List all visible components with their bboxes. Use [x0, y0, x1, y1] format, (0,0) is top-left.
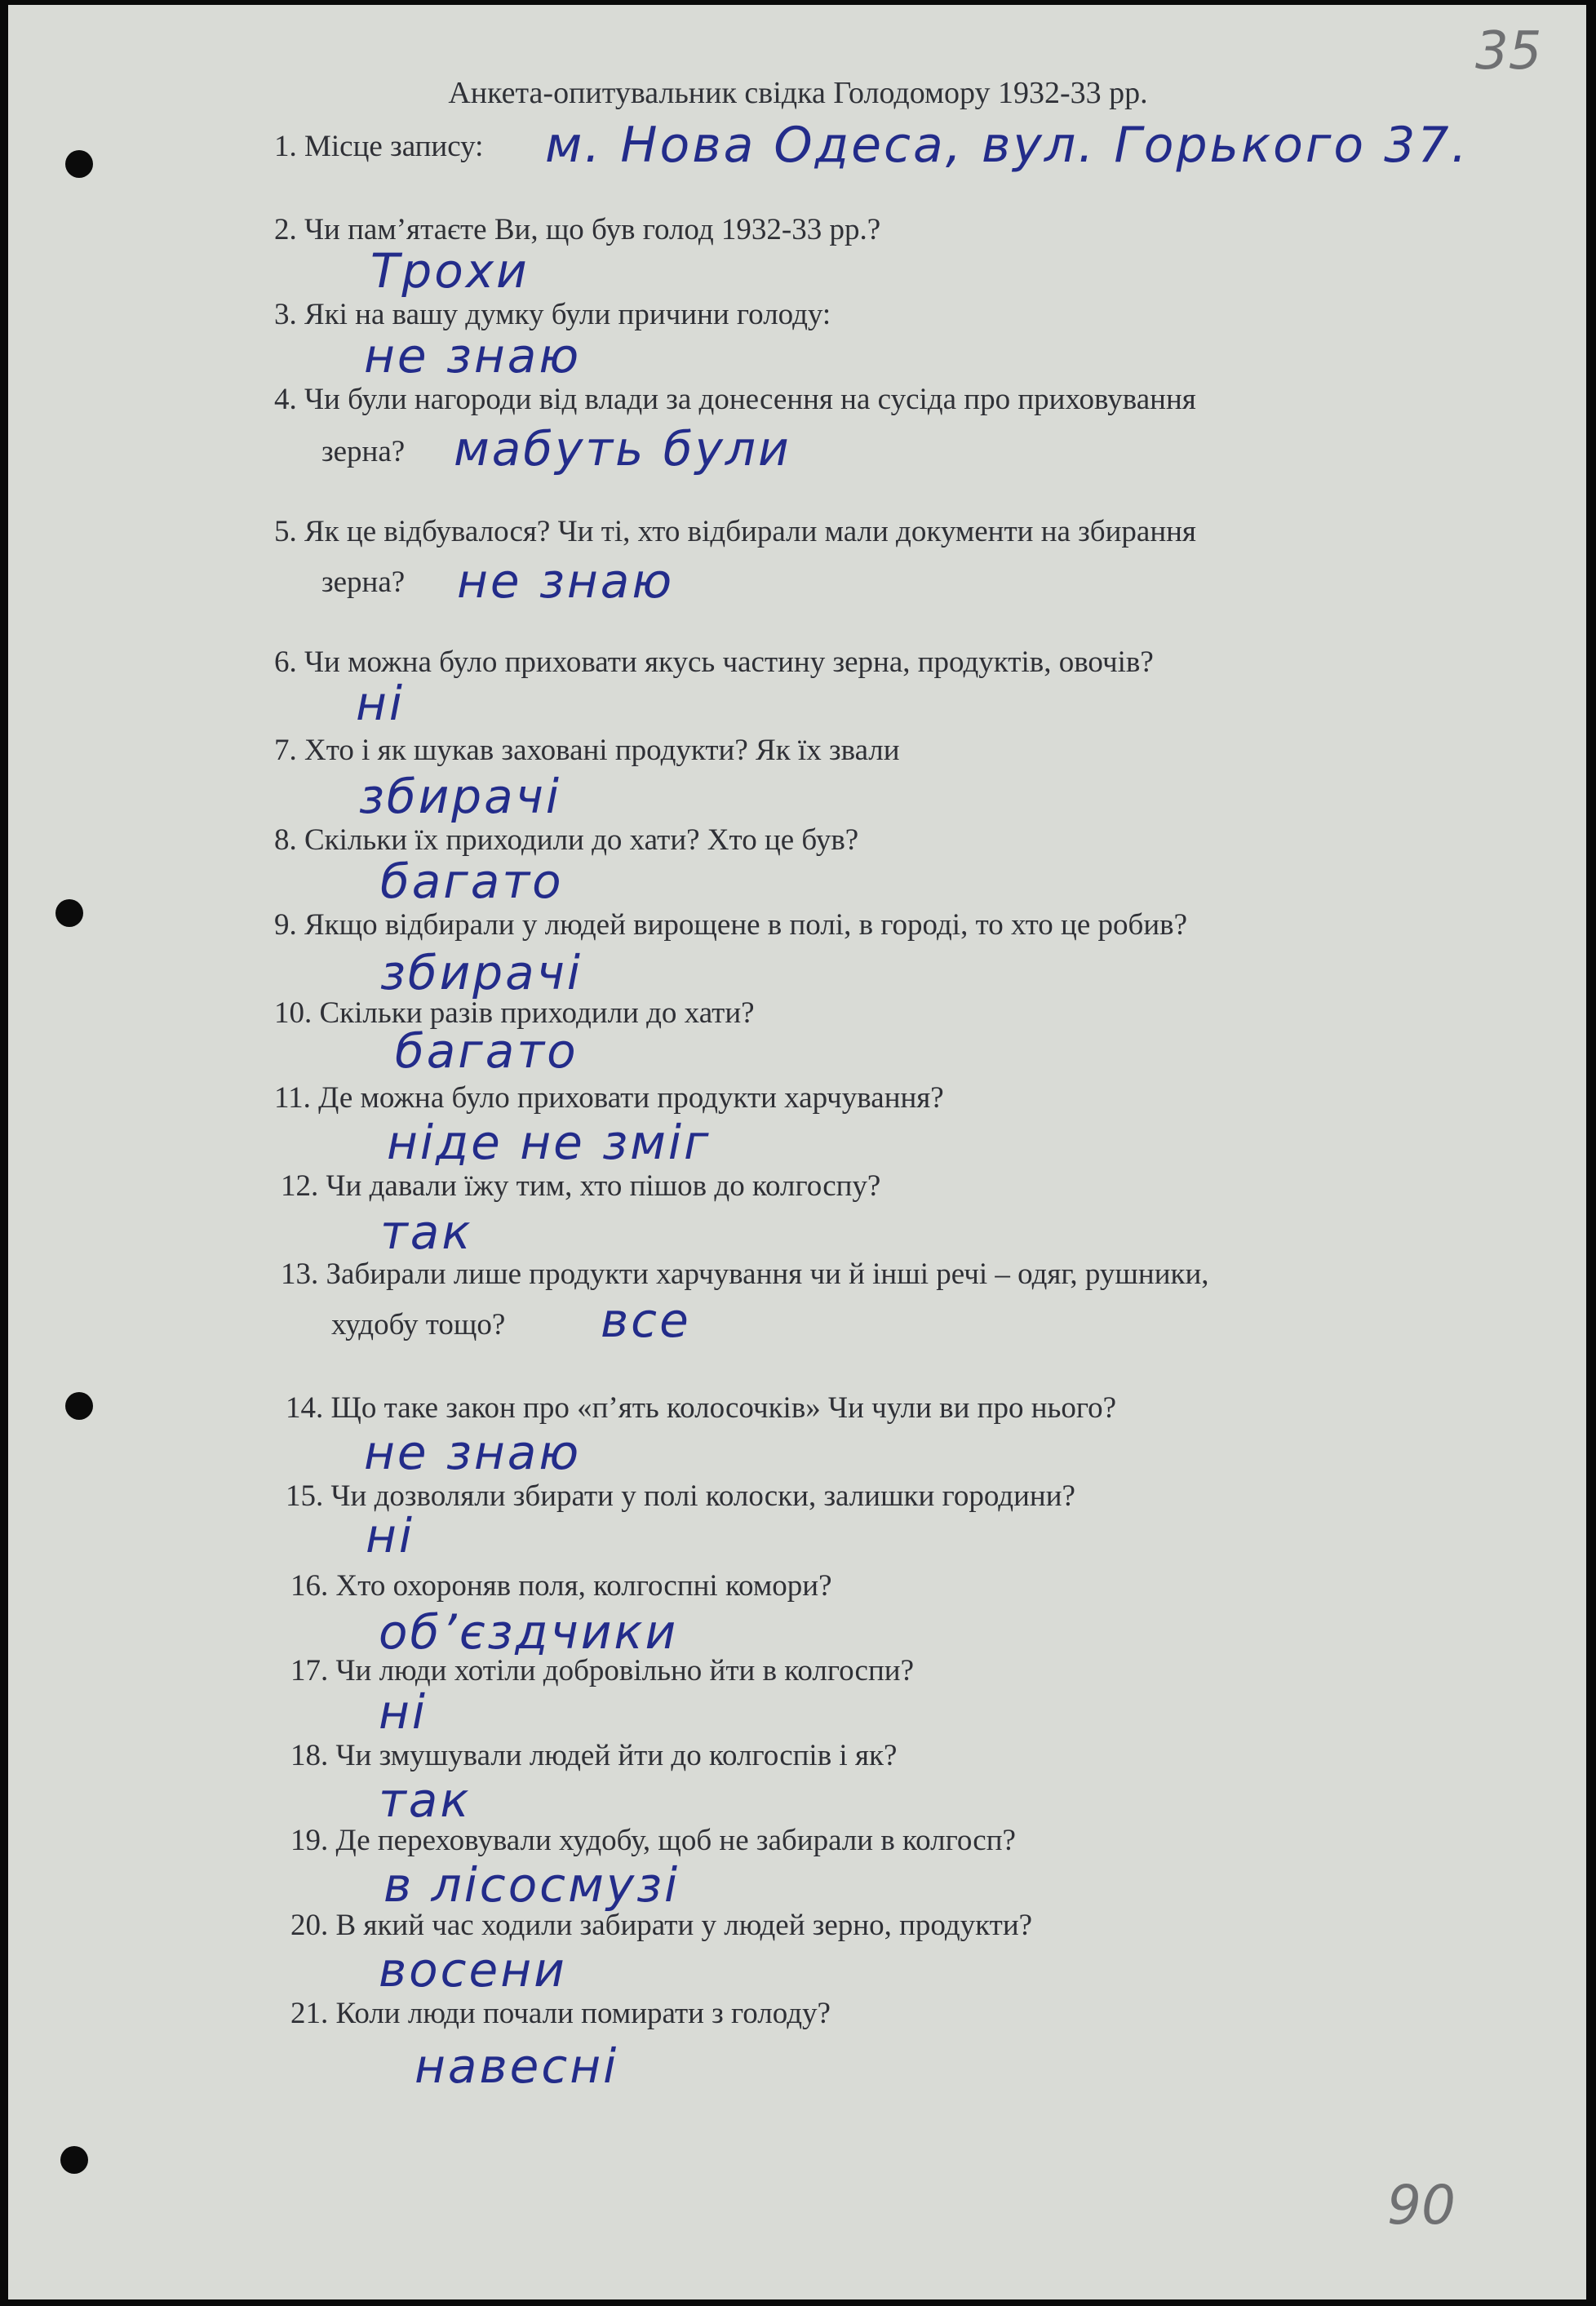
question-number: 20. — [290, 1909, 329, 1942]
answer-6: ні — [356, 676, 406, 731]
question-text: Чи змушували людей йти до колгоспів і як? — [335, 1739, 898, 1772]
answer-17: ні — [379, 1684, 428, 1740]
question-number: 9. — [274, 908, 297, 942]
question-5-continued: зерна? — [321, 565, 406, 599]
question-text: Які на вашу думку були причини голоду: — [304, 298, 831, 331]
question-number: 18. — [290, 1739, 329, 1772]
handwritten-archive-number: 90 — [1387, 2174, 1456, 2237]
question-6 — [274, 645, 1154, 681]
question-text: Де можна було приховати продукти харчування? — [318, 1081, 944, 1115]
answer-12: так — [380, 1204, 473, 1260]
question-text: Якщо відбирали у людей вирощене в полі, в городі, то хто це робив? — [304, 908, 1188, 942]
question-number: 2. — [274, 213, 297, 246]
question-14 — [286, 1390, 1116, 1426]
answer-18: так — [379, 1772, 472, 1828]
question-text: В який час ходили забирати у людей зерно, продукти? — [335, 1909, 1033, 1942]
question-text: Хто і як шукав заховані продукти? Як їх звали — [304, 734, 900, 767]
question-13-continued: худобу тощо? — [331, 1308, 506, 1341]
question-text: Чи люди хотіли добровільно йти в колгоспи? — [335, 1654, 914, 1687]
question-5 — [274, 514, 1196, 550]
question-number: 1. — [274, 130, 297, 163]
question-11 — [274, 1080, 944, 1116]
question-number: 12. — [281, 1169, 319, 1203]
punch-hole-upper-middle — [55, 899, 83, 927]
question-4 — [274, 382, 1196, 418]
question-number: 16. — [290, 1569, 329, 1603]
answer-2: Трохи — [370, 243, 530, 299]
page-title: Анкета-опитувальник свідка Голодомору 1932-33 рр. — [448, 76, 1148, 110]
question-text: Чи давали їжу тим, хто пішов до колгоспу? — [326, 1169, 881, 1203]
question-text: Скільки разів приходили до хати? — [319, 996, 755, 1030]
answer-20: восени — [379, 1942, 567, 1998]
question-21 — [290, 1996, 831, 2032]
answer-14: не знаю — [364, 1425, 582, 1480]
answer-8: багато — [380, 854, 564, 909]
question-number: 4. — [274, 383, 297, 416]
question-number: 14. — [286, 1391, 324, 1425]
question-text: Забирали лише продукти харчування чи й інші речі – одяг, рушники, — [326, 1257, 1209, 1291]
question-text: Що таке закон про «п’ять колосочків» Чи чули ви про нього? — [330, 1391, 1117, 1425]
question-16 — [290, 1568, 832, 1604]
answer-16: об’єздчики — [379, 1604, 679, 1660]
answer-7: збирачі — [359, 769, 562, 824]
question-number: 6. — [274, 645, 297, 679]
answer-21: навесні — [415, 2038, 619, 2094]
question-2 — [274, 212, 880, 248]
question-13 — [281, 1257, 1209, 1293]
question-8 — [274, 823, 858, 858]
answer-11: ніде не зміг — [387, 1115, 712, 1170]
answer-1: м. Нова Одеса, вул. Горького 37. — [545, 117, 1470, 174]
answer-4: мабуть були — [454, 421, 791, 477]
question-number: 13. — [281, 1257, 319, 1291]
question-text: Де переховували худобу, щоб не забирали в колгосп? — [335, 1824, 1016, 1857]
paper-page — [8, 5, 1586, 2299]
question-number: 15. — [286, 1479, 324, 1513]
handwritten-page-number: 35 — [1475, 21, 1542, 82]
question-18 — [290, 1738, 897, 1774]
answer-3: не знаю — [364, 328, 582, 384]
question-number: 17. — [290, 1654, 329, 1687]
question-text: Скільки їх приходили до хати? Хто це був? — [304, 823, 859, 857]
question-19 — [290, 1823, 1016, 1859]
question-20 — [290, 1908, 1032, 1944]
answer-10: багато — [395, 1023, 579, 1079]
question-text: Чи можна було приховати якусь частину зерна, продуктів, овочів? — [304, 645, 1154, 679]
question-number: 10. — [274, 996, 313, 1030]
answer-19: в лісосмузі — [383, 1857, 681, 1913]
question-text: Як це відбувалося? Чи ті, хто відбирали мали документи на збирання — [304, 515, 1196, 548]
question-number: 21. — [290, 1997, 329, 2030]
question-9 — [274, 907, 1187, 943]
answer-15: ні — [366, 1508, 415, 1563]
punch-hole-top — [65, 150, 93, 178]
answer-13: все — [601, 1293, 691, 1348]
question-number: 7. — [274, 734, 297, 767]
question-text: Хто охороняв поля, колгоспні комори? — [335, 1569, 832, 1603]
punch-hole-lower-middle — [65, 1392, 93, 1420]
answer-9: збирачі — [380, 945, 583, 1000]
question-7 — [274, 733, 900, 769]
question-4-continued: зерна? — [321, 435, 406, 468]
question-text: Чи дозволяли збирати у полі колоски, залишки городини? — [330, 1479, 1075, 1513]
question-text: Чи були нагороди від влади за донесення на сусіда про приховування — [304, 383, 1196, 416]
question-number: 8. — [274, 823, 297, 857]
answer-5: не знаю — [457, 553, 675, 609]
question-text: Чи пам’ятаєте Ви, що був голод 1932-33 рр.? — [304, 213, 881, 246]
question-1 — [274, 129, 483, 165]
question-number: 11. — [274, 1081, 311, 1115]
question-text: Місце запису: — [304, 130, 484, 163]
question-number: 3. — [274, 298, 297, 331]
question-text: Коли люди почали помирати з голоду? — [335, 1997, 831, 2030]
question-12 — [281, 1169, 880, 1204]
punch-hole-bottom — [60, 2146, 88, 2174]
question-number: 5. — [274, 515, 297, 548]
question-number: 19. — [290, 1824, 329, 1857]
